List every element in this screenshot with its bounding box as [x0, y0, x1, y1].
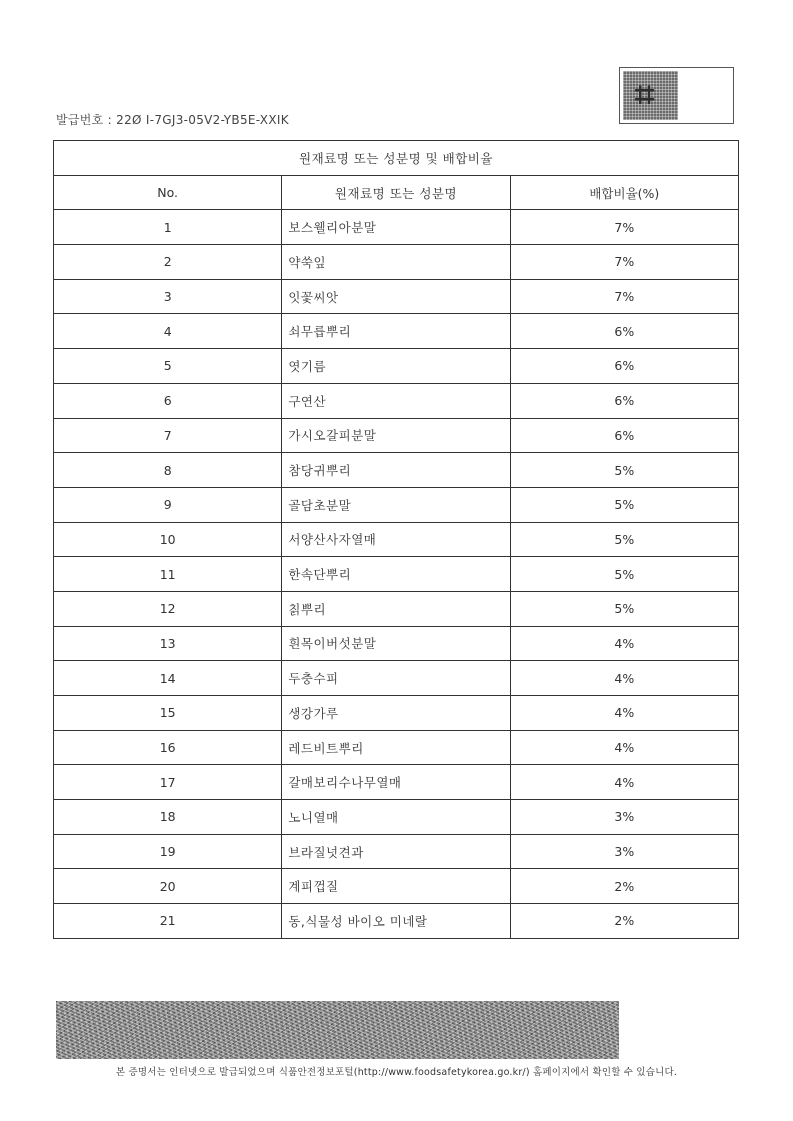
- table-row: [54, 765, 739, 800]
- row-ratio: 2%: [510, 904, 738, 939]
- row-ratio: 7%: [510, 279, 738, 314]
- column-header-no: No.: [54, 175, 282, 210]
- row-ratio: 6%: [510, 418, 738, 453]
- row-name: 골담초분말: [282, 487, 510, 522]
- table-row: [54, 626, 739, 661]
- row-no: 20: [54, 869, 282, 904]
- table-row: [54, 245, 739, 280]
- issue-number: 발급번호 : 22Ø I-7GJ3-05V2-YB5E-XXIK: [56, 113, 289, 127]
- row-no: 1: [54, 210, 282, 245]
- table-row: [54, 730, 739, 765]
- security-pattern-icon: [56, 1001, 619, 1059]
- table-row: [54, 661, 739, 696]
- row-name: 두충수피: [282, 661, 510, 696]
- table-row: [54, 696, 739, 731]
- qr-code-icon: [619, 67, 734, 124]
- row-no: 21: [54, 904, 282, 939]
- row-no: 16: [54, 730, 282, 765]
- row-no: 7: [54, 418, 282, 453]
- row-no: 17: [54, 765, 282, 800]
- row-name: 한속단뿌리: [282, 557, 510, 592]
- row-ratio: 4%: [510, 661, 738, 696]
- table-row: [54, 522, 739, 557]
- row-ratio: 5%: [510, 453, 738, 488]
- row-no: 12: [54, 591, 282, 626]
- row-no: 6: [54, 383, 282, 418]
- table-row: [54, 349, 739, 384]
- row-no: 2: [54, 245, 282, 280]
- row-ratio: 5%: [510, 522, 738, 557]
- row-ratio: 2%: [510, 869, 738, 904]
- table-row: [54, 383, 739, 418]
- row-ratio: 5%: [510, 487, 738, 522]
- row-no: 11: [54, 557, 282, 592]
- row-name: 브라질넛견과: [282, 834, 510, 869]
- table-body: [54, 210, 739, 938]
- row-name: 참당귀뿌리: [282, 453, 510, 488]
- row-ratio: 5%: [510, 557, 738, 592]
- table-title: 원재료명 또는 성분명 및 배합비율: [54, 141, 739, 176]
- row-name: 약쑥잎: [282, 245, 510, 280]
- row-name: 동,식물성 바이오 미네랄: [282, 904, 510, 939]
- row-ratio: 6%: [510, 349, 738, 384]
- table-row: [54, 210, 739, 245]
- row-no: 19: [54, 834, 282, 869]
- row-no: 14: [54, 661, 282, 696]
- row-name: 갈매보리수나무열매: [282, 765, 510, 800]
- row-name: 생강가루: [282, 696, 510, 731]
- table-row: [54, 279, 739, 314]
- table-title-row: [54, 141, 739, 176]
- row-name: 쇠무릅뿌리: [282, 314, 510, 349]
- row-name: 레드비트뿌리: [282, 730, 510, 765]
- row-ratio: 3%: [510, 834, 738, 869]
- row-name: 엿기름: [282, 349, 510, 384]
- row-name: 가시오갈피분말: [282, 418, 510, 453]
- table-header-row: [54, 175, 739, 210]
- row-no: 8: [54, 453, 282, 488]
- column-header-ratio: 배합비율(%): [510, 175, 738, 210]
- row-no: 13: [54, 626, 282, 661]
- row-name: 잇꽃씨앗: [282, 279, 510, 314]
- row-no: 18: [54, 800, 282, 835]
- row-no: 4: [54, 314, 282, 349]
- row-name: 칡뿌리: [282, 591, 510, 626]
- table-row: [54, 314, 739, 349]
- table-row: [54, 800, 739, 835]
- row-name: 흰목이버섯분말: [282, 626, 510, 661]
- table-row: [54, 453, 739, 488]
- qr-code-glyph-icon: ⌗: [635, 75, 655, 115]
- row-ratio: 7%: [510, 210, 738, 245]
- row-ratio: 5%: [510, 591, 738, 626]
- row-ratio: 3%: [510, 800, 738, 835]
- table-row: [54, 557, 739, 592]
- row-no: 15: [54, 696, 282, 731]
- row-ratio: 4%: [510, 765, 738, 800]
- row-name: 노니열매: [282, 800, 510, 835]
- row-ratio: 7%: [510, 245, 738, 280]
- row-ratio: 4%: [510, 730, 738, 765]
- footer-note: 본 증명서는 인터넷으로 발급되었으며 식품안전정보포털(http://www.foodsafetykorea.go.kr/) 홈페이지에서 확인할 수 있습니다.: [115, 1067, 678, 1078]
- table-row: [54, 418, 739, 453]
- row-ratio: 4%: [510, 696, 738, 731]
- table-row: [54, 834, 739, 869]
- qr-code-pattern: [623, 71, 678, 120]
- row-no: 10: [54, 522, 282, 557]
- row-name: 서양산사자열매: [282, 522, 510, 557]
- row-no: 3: [54, 279, 282, 314]
- row-name: 구연산: [282, 383, 510, 418]
- row-name: 보스웰리아분말: [282, 210, 510, 245]
- row-no: 9: [54, 487, 282, 522]
- column-header-name: 원재료명 또는 성분명: [282, 175, 510, 210]
- row-ratio: 6%: [510, 383, 738, 418]
- row-no: 5: [54, 349, 282, 384]
- table-row: [54, 487, 739, 522]
- table-row: [54, 904, 739, 939]
- row-name: 계피껍질: [282, 869, 510, 904]
- table-row: [54, 591, 739, 626]
- ingredients-table: [53, 140, 739, 939]
- row-ratio: 4%: [510, 626, 738, 661]
- row-ratio: 6%: [510, 314, 738, 349]
- table-row: [54, 869, 739, 904]
